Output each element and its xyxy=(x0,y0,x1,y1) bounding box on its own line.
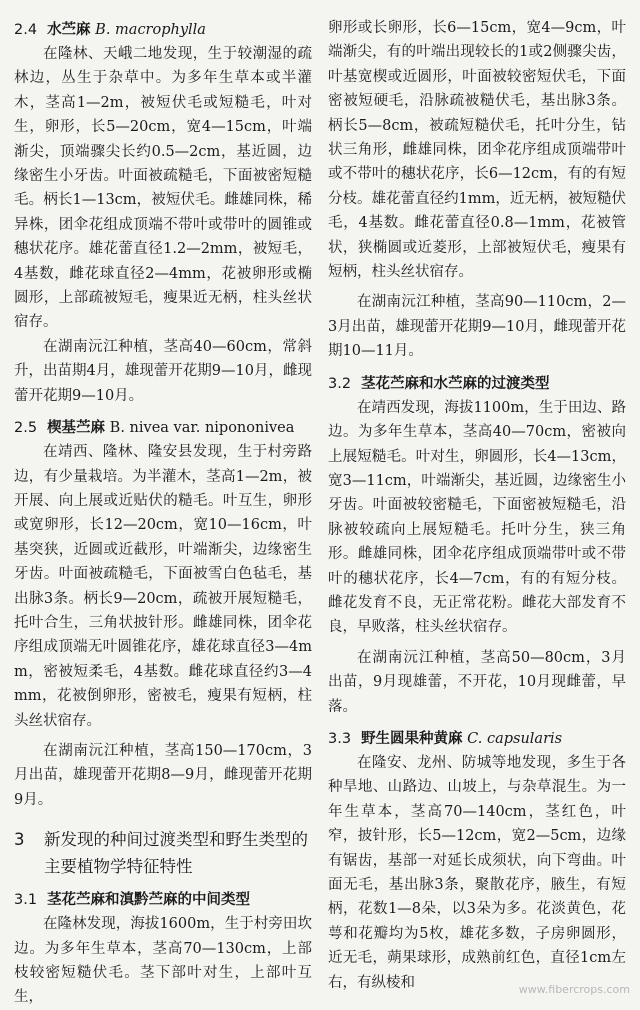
paragraph: 在隆安、龙州、防城等地发现，多生于各种旱地、山路边、山坡上，与杂草混生。为一年生草本，茎高70—140cm，茎红色，叶窄，披针形，长5—12cm，宽2—5cm，边缘有锯齿，基部一对延长成须状，向下弯曲。叶面无毛，基出脉3条，聚散花序，腋生，有短柄，花数1—8朵，以3朵为多。花淡黄色，花萼和花瓣均为5枚，雄花多数，子房卵圆形，近无毛，蒴果球形，成熟前红色，直径1cm左右，有纵棱和 xyxy=(328,754,626,991)
section-number: 2.5 xyxy=(14,420,38,437)
paragraph: 在湖南沅江种植，茎高90—110cm，2—3月出苗，雄现蕾开花期9—10月，雌现蕾开花期10—11月。 xyxy=(328,294,626,360)
section-title: 水苎麻 xyxy=(47,22,91,38)
section-number: 3.2 xyxy=(328,375,352,392)
section-number: 3.1 xyxy=(14,892,38,909)
section-title: 野生圆果种黄麻 xyxy=(361,730,463,747)
section-heading-3-1 xyxy=(14,888,312,912)
paragraph: 在靖西发现，海拔1100m，生于田边、路边。为多年生草本，茎高40—70cm，密被向上展短糙毛。叶对生，卵圆形，长4—13cm，宽3—11cm，叶端渐尖，基近圆，边缘密生小牙齿。叶面被较密糙毛，下面密被短糙毛，沿脉被较疏向上展短糙毛。托叶分生，狭三角形。雌雄同株，团伞花序组成顶端带叶或不带叶的穗状花序，长4—7cm，有的有短分枝。雌花发育不良，无正常花粉。雌花大部发育不良，早败落，柱头丝状宿存。 xyxy=(328,399,626,636)
section-heading-2-5 xyxy=(14,416,312,440)
section-heading-3-3 xyxy=(328,727,626,751)
chapter-number: 3 xyxy=(14,830,25,850)
right-column xyxy=(328,16,626,1000)
paragraph: 在靖西、隆林、隆安县发现，生于村旁路边，有少量栽培。为半灌木，茎高1—2m，被开展、向上展或近贴伏的糙毛。叶互生，卵形或宽卵形，长12—20cm，宽10—16cm，叶基突狭，近圆或近截形，叶端渐尖，边缘密生牙齿。叶面被疏糙毛，下面被雪白色毡毛，基出脉3条。柄长9—20cm，疏被开展短糙毛，托叶合生，三角状披针形。雌雄同株，团伞花序组成顶端无叶圆锥花序，雄花球直径3—4mm，密被短柔毛，4基数。雌花球直径约3—4mm，花被倒卵形，密被毛，瘦果有短柄，柱头丝状宿存。 xyxy=(14,444,312,729)
left-column xyxy=(14,16,312,1006)
paragraph: 在隆林发现，海拔1600m，生于村旁田坎边。为多年生草本，茎高70—130cm，上部枝较密短糙伏毛。茎下部叶对生，上部叶互生， xyxy=(14,916,312,1006)
section-title: 楔基苎麻 xyxy=(47,420,106,437)
section-number: 3.3 xyxy=(328,730,352,747)
latin-name: B. macrophylla xyxy=(95,22,206,38)
section-heading-3-2 xyxy=(328,372,626,396)
paragraph: 在湖南沅江种植，茎高40—60cm，常斜升，出苗期4月，雄现蕾开花期9—10月，雌现蕾开花期9—10月。 xyxy=(14,338,312,404)
chapter-title: 新发现的种间过渡类型和野生类型的主要植物学特征特性 xyxy=(44,830,308,877)
watermark: www.fibercrops.com xyxy=(518,983,630,996)
section-heading-2-4 xyxy=(14,18,312,42)
chapter-heading-3 xyxy=(14,826,312,880)
section-title: 茎花苎麻和滇黔苎麻的中间类型 xyxy=(47,892,251,909)
paragraph: 卵形或长卵形，长6—15cm，宽4—9cm，叶端渐尖，有的叶端出现较长的1或2侧骤尖齿，叶基宽楔或近圆形，叶面被较密短伏毛，下面密被短硬毛，沿脉疏被糙伏毛，基出脉3条。柄长5—8cm，被疏短糙伏毛，托叶分生，钻状三角形，雌雄同株，团伞花序组成顶端带叶或不带叶的穗状花序，长6—12cm，有的有短分枝。雄花蕾直径约1mm，近无柄，被短糙伏毛，4基数。雌花蕾直径0.8—1mm，花被管状，狭椭圆或近菱形，上部被短伏毛，瘦果有短柄，柱头丝状宿存。 xyxy=(328,20,626,281)
latin-name: C. capsularis xyxy=(467,730,563,747)
paragraph: 在湖南沅江种植，茎高50—80cm，3月出苗，9月现雄蕾，不开花，10月现雌蕾，早落。 xyxy=(328,649,626,715)
paragraph: 在隆林、天峨二地发现，生于较潮湿的疏林边，丛生于杂草中。为多年生草本或半灌木，茎高1—2m，被短伏毛或短糙毛，叶对生，卵形，长5—20cm，宽4—15cm，叶端渐尖，顶端骤尖长约0.5—2cm，基近圆，边缘密生小牙齿。叶面被疏糙毛，下面被密短糙毛。柄长1—13cm，被短伏毛。雌雄同株，稀异株，团伞花组成顶端不带叶或带叶的圆锥或穗状花序。雄花蕾直径1.2—2mm，被短毛，4基数，雌花球直径2—4mm，花被卵形或椭圆形，上部疏被短毛，瘦果近无柄，柱头丝状宿存。 xyxy=(14,46,312,331)
latin-name: B. nivea var. nipononivea xyxy=(109,420,295,437)
section-number: 2.4 xyxy=(14,22,38,38)
paragraph: 在湖南沅江种植，茎高150—170cm，3月出苗，雄现蕾开花期8—9月，雌现蕾开花期9月。 xyxy=(14,742,312,808)
section-title: 茎花苎麻和水苎麻的过渡类型 xyxy=(361,375,550,392)
